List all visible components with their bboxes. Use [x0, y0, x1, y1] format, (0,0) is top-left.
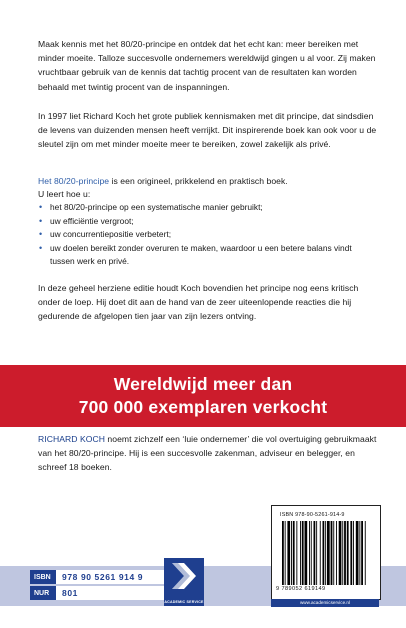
author-paragraph — [38, 432, 378, 475]
publisher-url: www.academicservice.nl — [271, 599, 379, 607]
banner-line-1: Wereldwijd meer dan — [113, 374, 293, 394]
bullet-icon: • — [39, 229, 43, 240]
author-name: RICHARD KOCH — [38, 434, 105, 444]
publisher-logo-text: ACADEMIC SERVICE — [164, 600, 204, 604]
barcode-bars — [280, 521, 372, 585]
intro-paragraph-2: In 1997 liet Richard Koch het grote publiek kennismaken met dit principe, dat sindsdien de levens van duizenden mensen heeft verrijkt. Dit inspirerende boek kan ook voor u de sleutel zijn om met minder moeite meer te bereiken, zowel zakelijk als privé. — [38, 111, 377, 150]
barcode — [271, 505, 381, 600]
isbn-value: 978 90 5261 914 9 — [56, 570, 164, 584]
list-item: • uw doelen bereikt zonder overuren te maken, waardoor u een betere balans vindt tussen werk en privé. — [39, 242, 352, 267]
book-codes — [30, 570, 164, 600]
list-item: • het 80/20-principe op een systematische manier gebruikt; — [38, 201, 378, 215]
nur-value: 801 — [56, 586, 164, 600]
bullet-icon: • — [39, 242, 43, 253]
features-title-rest: is een origineel, prikkelend en praktisch boek. — [109, 176, 288, 186]
barcode-digits: 9 789052 619149 — [276, 586, 326, 592]
author-bio: noemt zichzelf een ‘luie ondernemer’ die vol overtuiging gebruikmaakt van het 80/20-principe. Hij is een succesvolle zakenman, adviseur en belegger, en schreef 18 boeken. — [38, 434, 377, 473]
book-title-highlight: Het 80/20-principe — [38, 176, 110, 186]
nur-label: NUR — [30, 586, 56, 600]
bullet-icon: • — [39, 215, 43, 226]
banner-line-2: 700 000 exemplaren verkocht — [78, 397, 328, 417]
list-item: • uw concurrentiepositie verbetert; — [38, 228, 378, 242]
features-lead: U leert hoe u: — [38, 189, 91, 199]
barcode-isbn-text: ISBN 978-90-5261-914-9 — [280, 512, 345, 518]
edition-paragraph: In deze geheel herziene editie houdt Koch bovendien het principe nog eens kritisch onder de loep. Hij doet dit aan de hand van de zeer uiteenlopende reacties die hij gedurende de afgelopen tien jaar van zijn lezers ontving. — [38, 283, 359, 322]
list-item: • uw efficiëntie vergroot; — [38, 215, 378, 229]
sales-banner — [0, 365, 406, 427]
features-list — [38, 201, 378, 269]
bullet-icon: • — [39, 202, 43, 212]
chevron-icon — [164, 558, 204, 594]
isbn-label: ISBN — [30, 570, 56, 584]
intro-paragraph-1: Maak kennis met het 80/20-principe en ontdek dat het echt kan: meer bereiken met minder moeite. Talloze succesvolle ondernemers wereldwijd gingen u al voor. Zij maken vruchtbaar gebruik van de kennis dat tachtig procent van de resultaten kan worden behaald met twintig procent van de inspanningen. — [38, 39, 376, 92]
publisher-logo — [164, 558, 204, 606]
